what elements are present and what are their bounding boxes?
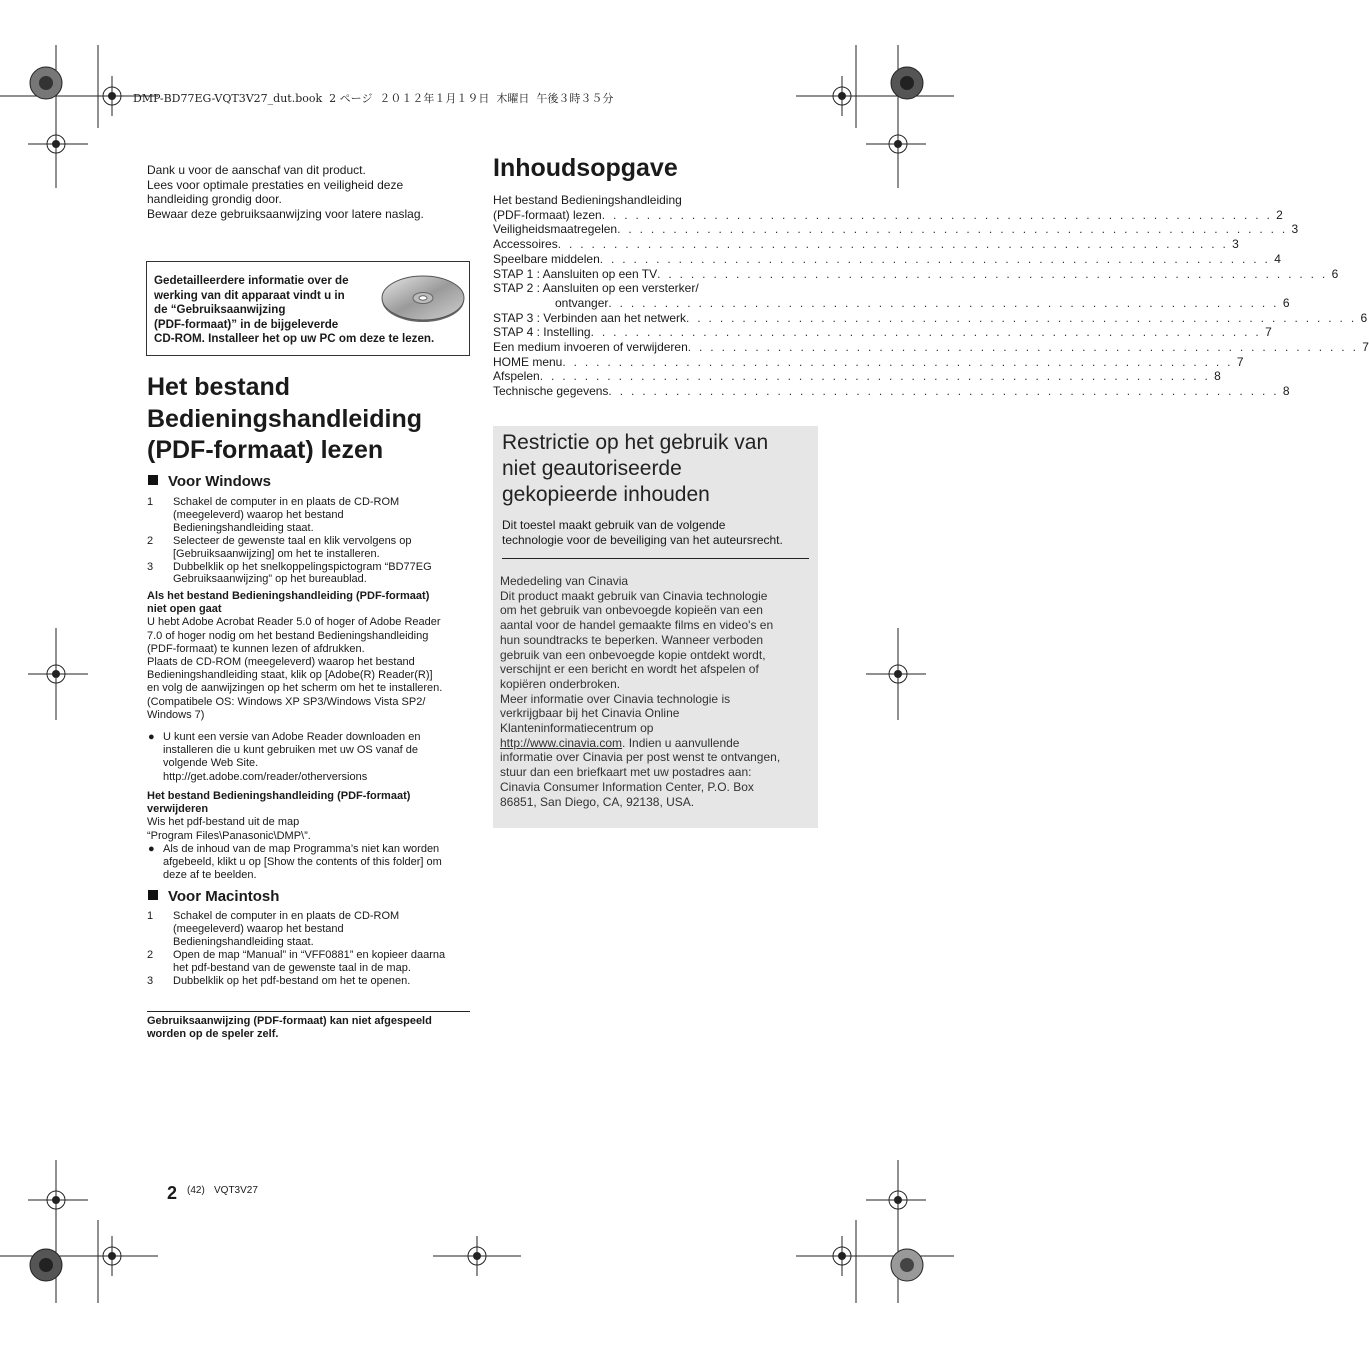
toc-label: HOME menu bbox=[493, 354, 563, 369]
toc-label: STAP 4 : Instelling bbox=[493, 325, 591, 340]
step-number: 3 bbox=[147, 560, 154, 573]
toc-row bbox=[493, 281, 818, 296]
toc-leader: . . . . . . . . . . . . . . . . . . . . . . . . . . . . . . . . . . . . . . . . . . . . . . . . . . . . . . . . . . . . bbox=[608, 384, 1279, 399]
bullet-item bbox=[147, 843, 472, 883]
bullet-line: volgende Web Site. bbox=[163, 757, 259, 770]
windows-steps bbox=[147, 496, 472, 586]
toc-label: Technische gegevens bbox=[493, 384, 609, 399]
step-number: 1 bbox=[147, 496, 154, 508]
toc-leader: . . . . . . . . . . . . . . . . . . . . . . . . . . . . . . . . . . . . . . . . . . . . . . . . . . . . . . . . . . . . bbox=[657, 266, 1328, 281]
restriction-divider bbox=[502, 558, 809, 559]
toc-label: Veiligheidsmaatregelen bbox=[493, 222, 618, 237]
cinavia-line: hun soundtracks te beperken. Wanneer verboden bbox=[500, 632, 764, 647]
toc-page: 2 bbox=[1276, 207, 1283, 222]
cinavia-line: Meer informatie over Cinavia technologie is bbox=[500, 691, 731, 706]
toc-page: 7 bbox=[1362, 340, 1369, 355]
note-divider bbox=[147, 1011, 470, 1012]
info-line: CD-ROM. Installeer het op uw PC om deze te lezen. bbox=[154, 332, 435, 346]
toc-pre: Het bestand Bedieningshandleiding bbox=[493, 193, 682, 207]
toc-page: 6 bbox=[1331, 266, 1339, 281]
body-line: (Compatibele OS: Windows XP SP3/Windows Vista SP2/ bbox=[147, 695, 426, 708]
toc-row bbox=[493, 295, 1290, 311]
step-line: (meegeleverd) waarop het bestand bbox=[173, 922, 344, 935]
cinavia-line: informatie over Cinavia per post wenst te ontvangen, bbox=[500, 750, 781, 765]
remove-heading: verwijderen bbox=[147, 803, 209, 816]
step-line: het pdf-bestand van de gewenste taal in de map. bbox=[173, 961, 411, 974]
step-item bbox=[147, 535, 472, 561]
toc-row bbox=[493, 237, 1239, 252]
toc-leader: . . . . . . . . . . . . . . . . . . . . . . . . . . . . . . . . . . . . . . . . . . . . . . . . . . . . . . . . . . . . bbox=[686, 310, 1357, 325]
step-line: Bedieningshandleiding staat. bbox=[173, 521, 314, 534]
page-ref: (42) bbox=[187, 1185, 205, 1196]
toc-row bbox=[493, 354, 1244, 370]
cd-rom-info-box bbox=[146, 261, 470, 356]
mac-steps bbox=[147, 910, 472, 987]
toc-label: Een medium invoeren of verwijderen bbox=[493, 340, 688, 355]
toc-label: STAP 3 : Verbinden aan het netwerk bbox=[493, 310, 687, 325]
restriction-box bbox=[493, 426, 818, 828]
body-line: en volg de aanwijzingen op het scherm om het te installeren. bbox=[147, 682, 443, 695]
toc-leader: . . . . . . . . . . . . . . . . . . . . . . . . . . . . . . . . . . . . . . . . . . . . . . . . . . . . . . . . . . . . bbox=[608, 295, 1279, 310]
info-line: Gedetailleerdere informatie over de bbox=[154, 274, 349, 287]
step-item bbox=[147, 561, 472, 587]
toc-leader: . . . . . . . . . . . . . . . . . . . . . . . . . . . . . . . . . . . . . . . . . . . . . . . . . . . . . . . . . . . . bbox=[687, 340, 1359, 355]
not-open-block bbox=[147, 590, 472, 784]
bullet-dot-icon: ● bbox=[148, 731, 155, 744]
toc-leader: . . . . . . . . . . . . . . . . . . . . . . . . . . . . . . . . . . . . . . . . . . . . . . . . . . . . . . . . . . . . bbox=[617, 222, 1288, 237]
subtitle-line: Dit toestel maakt gebruik van de volgende bbox=[502, 518, 726, 532]
pdf-note bbox=[147, 1015, 472, 1041]
bullet-line: deze af te beelden. bbox=[163, 869, 257, 882]
mac-heading-text: Voor Macintosh bbox=[168, 888, 280, 905]
body-line: U hebt Adobe Acrobat Reader 5.0 of hoger of Adobe Reader bbox=[147, 616, 441, 629]
step-line: Schakel de computer in en plaats de CD-ROM bbox=[173, 496, 400, 508]
toc-page: 3 bbox=[1232, 237, 1239, 252]
intro-line: Bewaar deze gebruiksaanwijzing voor latere naslag. bbox=[147, 206, 424, 221]
step-line: Bedieningshandleiding staat. bbox=[173, 935, 314, 948]
step-line: Dubbelklik op het pdf-bestand om het te openen. bbox=[173, 974, 411, 987]
toc-row bbox=[493, 340, 1369, 355]
windows-heading bbox=[148, 473, 271, 490]
square-bullet-icon bbox=[148, 475, 158, 485]
step-item bbox=[147, 910, 472, 949]
restriction-title-line: gekopieerde inhouden bbox=[502, 483, 710, 506]
cinavia-line: 86851, San Diego, CA, 92138, USA. bbox=[500, 794, 695, 809]
cinavia-line: Dit product maakt gebruik van Cinavia technologie bbox=[500, 588, 768, 603]
toc-label: ontvanger bbox=[555, 295, 609, 310]
toc-leader: . . . . . . . . . . . . . . . . . . . . . . . . . . . . . . . . . . . . . . . . . . . . . . . . . . . . . . . . . . . . bbox=[557, 237, 1229, 252]
cinavia-line: Klanteninformatiecentrum op bbox=[500, 721, 654, 736]
info-line: de “Gebruiksaanwijzing bbox=[154, 303, 286, 317]
step-number: 2 bbox=[147, 534, 154, 547]
bullet-line: afgebeeld, klikt u op [Show the contents of this folder] om bbox=[163, 856, 442, 869]
restriction-title-line: Restrictie op het gebruik van bbox=[502, 431, 769, 454]
bullet-dot-icon: ● bbox=[148, 842, 155, 855]
step-line: Schakel de computer in en plaats de CD-ROM bbox=[173, 910, 400, 922]
step-line: Gebruiksaanwijzing” op het bureaublad. bbox=[173, 573, 367, 586]
intro-line: handleiding grondig door. bbox=[147, 192, 282, 207]
step-item bbox=[147, 496, 472, 535]
toc-page: 8 bbox=[1214, 369, 1221, 384]
note-line: worden op de speler zelf. bbox=[147, 1028, 279, 1041]
body-line: (PDF-formaat) te kunnen lezen of afdrukken. bbox=[147, 642, 365, 655]
windows-heading-text: Voor Windows bbox=[168, 473, 271, 490]
toc-title: Inhoudsopgave bbox=[493, 154, 678, 182]
toc-page: 3 bbox=[1291, 222, 1299, 237]
toc-label: (PDF-formaat) lezen bbox=[493, 207, 602, 222]
body-line: Windows 7) bbox=[147, 708, 205, 721]
toc-label: STAP 1 : Aansluiten op een TV bbox=[493, 266, 658, 281]
pdf-title-line: Het bestand bbox=[147, 373, 291, 401]
cinavia-line: verschijnt er een bericht en wordt het afspelen of bbox=[500, 662, 759, 677]
mac-heading bbox=[148, 888, 279, 905]
toc-row bbox=[493, 325, 1272, 340]
cinavia-line: Mededeling van Cinavia bbox=[500, 574, 629, 588]
cinavia-line: gebruik van een onbevoegde kopie ontdekt wordt, bbox=[500, 647, 766, 662]
pdf-section-title bbox=[147, 372, 422, 467]
cinavia-line: verkrijgbaar bij het Cinavia Online bbox=[500, 706, 680, 721]
step-item bbox=[147, 975, 472, 988]
step-line: (meegeleverd) waarop het bestand bbox=[173, 508, 344, 521]
toc-leader: . . . . . . . . . . . . . . . . . . . . . . . . . . . . . . . . . . . . . . . . . . . . . . . . . . . . . . . . . . . . bbox=[599, 251, 1271, 266]
not-open-heading: Als het bestand Bedieningshandleiding (PDF-formaat) bbox=[147, 590, 430, 602]
step-line: [Gebruiksaanwijzing] om het te installeren. bbox=[173, 547, 380, 560]
toc-leader: . . . . . . . . . . . . . . . . . . . . . . . . . . . . . . . . . . . . . . . . . . . . . . . . . . . . . . . . . . . . bbox=[539, 369, 1211, 384]
remove-heading: Het bestand Bedieningshandleiding (PDF-formaat) bbox=[147, 790, 411, 802]
toc-page: 6 bbox=[1360, 310, 1368, 325]
remove-block bbox=[147, 790, 472, 882]
toc-label: STAP 2 : Aansluiten op een versterker/ bbox=[493, 281, 699, 296]
step-item bbox=[147, 949, 472, 975]
toc-row bbox=[493, 266, 1339, 282]
page-number: 2 bbox=[167, 1183, 178, 1203]
cinavia-link-after: . Indien u aanvullende bbox=[622, 735, 740, 750]
square-bullet-icon bbox=[148, 890, 158, 900]
toc-page: 6 bbox=[1282, 295, 1290, 310]
toc-row bbox=[493, 222, 1299, 237]
adobe-url: http://get.adobe.com/reader/otherversions bbox=[163, 770, 368, 783]
cinavia-line: kopiëren onderbroken. bbox=[500, 676, 621, 691]
toc-label: Speelbare middelen bbox=[493, 251, 600, 266]
toc-page: 7 bbox=[1265, 325, 1272, 340]
toc-row bbox=[493, 251, 1281, 267]
restriction-subtitle bbox=[502, 518, 783, 548]
body-line: 7.0 of hoger nodig om het bestand Bedieningshandleiding bbox=[147, 629, 429, 642]
toc-leader: . . . . . . . . . . . . . . . . . . . . . . . . . . . . . . . . . . . . . . . . . . . . . . . . . . . . . . . . . . . . bbox=[590, 325, 1262, 340]
toc-row bbox=[493, 384, 1290, 399]
cinavia-line: stuur dan een briefkaart met uw postadres aan: bbox=[500, 765, 752, 780]
restriction-title-line: niet geautoriseerde bbox=[502, 457, 682, 480]
cinavia-line: om het gebruik van onbevoegde kopieën van een bbox=[500, 603, 763, 618]
cinavia-link-line bbox=[500, 736, 780, 751]
step-line: Selecteer de gewenste taal en klik vervolgens op bbox=[173, 534, 412, 547]
toc-page: 8 bbox=[1282, 384, 1290, 399]
bullet-line: installeren die u kunt gebruiken met uw OS vanaf de bbox=[163, 744, 418, 757]
not-open-heading: niet open gaat bbox=[147, 603, 222, 616]
toc-leader: . . . . . . . . . . . . . . . . . . . . . . . . . . . . . . . . . . . . . . . . . . . . . . . . . . . . . . . . . . . . bbox=[601, 207, 1273, 222]
step-number: 1 bbox=[147, 910, 154, 922]
bullet-line: Als de inhoud van de map Programma’s niet kan worden bbox=[163, 842, 440, 855]
subtitle-line: technologie voor de beveiliging van het auteursrecht. bbox=[502, 533, 783, 547]
toc-row bbox=[493, 310, 1368, 326]
restriction-title bbox=[502, 430, 768, 508]
intro-line: Dank u voor de aanschaf van dit product. bbox=[147, 163, 366, 177]
toc-label: Accessoires bbox=[493, 237, 558, 252]
toc-label: Afspelen bbox=[493, 369, 540, 384]
info-line: (PDF-formaat)” in de bijgeleverde bbox=[154, 317, 339, 331]
intro-text bbox=[147, 163, 467, 221]
cinavia-link[interactable]: http://www.cinavia.com bbox=[500, 735, 623, 750]
intro-line: Lees voor optimale prestaties en veiligheid deze bbox=[147, 177, 404, 192]
step-number: 3 bbox=[147, 974, 154, 987]
toc-row bbox=[493, 369, 1221, 384]
pdf-title-line: Bedieningshandleiding bbox=[147, 404, 423, 433]
body-line: Bedieningshandleiding staat, klik op [Adobe(R) Reader(R)] bbox=[147, 669, 433, 682]
bullet-item bbox=[147, 731, 472, 784]
info-line: werking van dit apparaat vindt u in bbox=[154, 288, 345, 302]
bullet-line: U kunt een versie van Adobe Reader downloaden en bbox=[163, 731, 421, 744]
cinavia-notice bbox=[500, 574, 780, 809]
toc-leader: . . . . . . . . . . . . . . . . . . . . . . . . . . . . . . . . . . . . . . . . . . . . . . . . . . . . . . . . . . . . bbox=[562, 354, 1233, 369]
doc-code: VQT3V27 bbox=[214, 1185, 258, 1196]
step-number: 2 bbox=[147, 948, 154, 961]
step-line: Dubbelklik op het snelkoppelingspictogram “BD77EG bbox=[173, 560, 432, 573]
table-of-contents bbox=[493, 193, 1369, 399]
pdf-title-line: (PDF-formaat) lezen bbox=[147, 436, 384, 464]
step-line: Open de map “Manual” in “VFF0881” en kopieer daarna bbox=[173, 948, 446, 961]
toc-page: 4 bbox=[1274, 251, 1281, 266]
note-line: Gebruiksaanwijzing (PDF-formaat) kan niet afgespeeld bbox=[147, 1015, 432, 1027]
body-line: Plaats de CD-ROM (meegeleverd) waarop het bestand bbox=[147, 656, 415, 669]
body-line: “Program Files\Panasonic\DMP\”. bbox=[147, 829, 311, 842]
body-line: Wis het pdf-bestand uit de map bbox=[147, 816, 300, 829]
cinavia-line: aantal voor de handel gemaakte films en video's en bbox=[500, 618, 774, 633]
print-header: DMP-BD77EG-VQT3V27_dut.book 2 ページ ２０１２年１月１９日 木曜日 午後３時３５分 bbox=[133, 92, 614, 105]
toc-row bbox=[493, 207, 1283, 223]
toc-page: 7 bbox=[1236, 354, 1244, 369]
cinavia-line: Cinavia Consumer Information Center, P.O. Box bbox=[500, 779, 754, 794]
